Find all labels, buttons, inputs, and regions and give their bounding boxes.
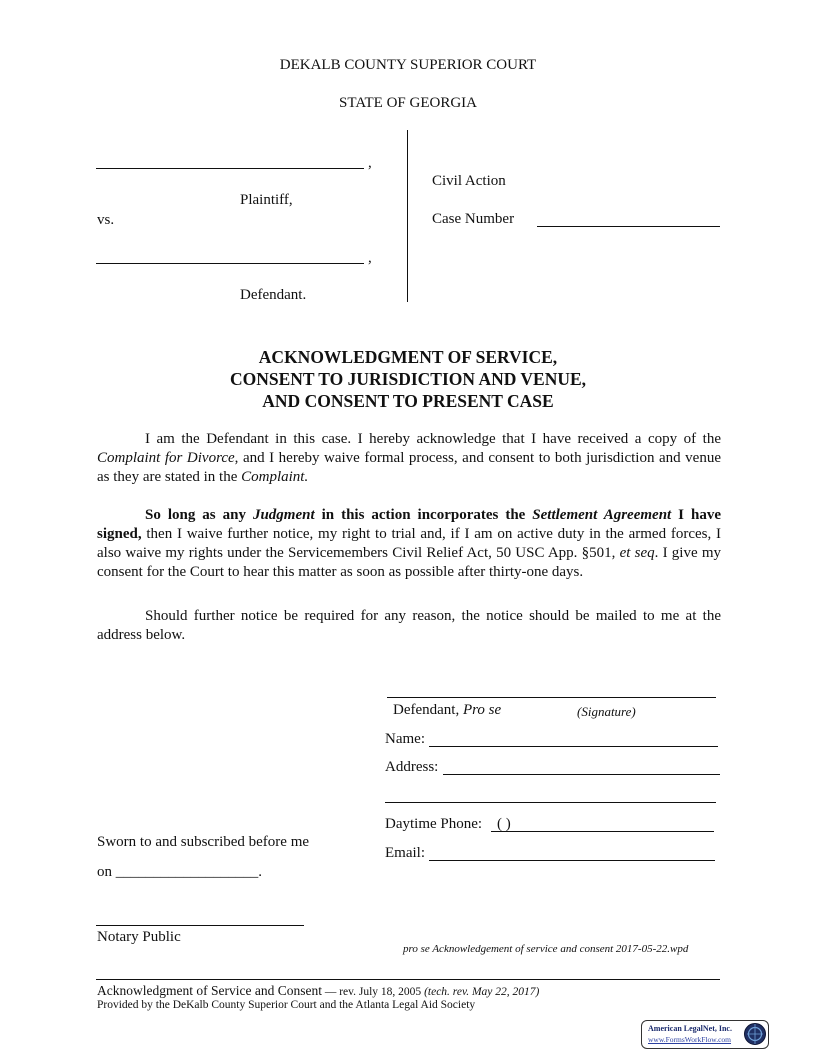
defendant-signature-label xyxy=(393,702,501,719)
paragraph-notice xyxy=(97,607,721,645)
footer-tech-rev: (tech. rev. May 22, 2017) xyxy=(424,986,540,998)
plaintiff-comma: , xyxy=(368,155,372,171)
title-line-1: ACKNOWLEDGMENT OF SERVICE, xyxy=(258,347,558,367)
footer-doc-line xyxy=(97,983,539,999)
paragraph-waiver xyxy=(97,506,721,582)
p2-judgment: Judgment xyxy=(252,507,315,523)
pro-se-label: Pro se xyxy=(462,702,502,718)
state-name: STATE OF GEORGIA xyxy=(339,95,477,111)
email-label: Email: xyxy=(385,845,425,861)
notary-signature-line[interactable] xyxy=(96,925,304,926)
civil-action-label: Civil Action xyxy=(432,173,506,189)
p1-text-a: I am the Defendant in this case. I hereby acknowledge that I have received a copy of the xyxy=(145,431,721,447)
defendant-label: Defendant. xyxy=(240,287,307,303)
name-label: Name: xyxy=(385,731,425,747)
footer-doc-title: Acknowledgment of Service and Consent xyxy=(97,983,322,998)
footer-rule xyxy=(96,979,720,980)
case-number-label: Case Number xyxy=(432,211,515,227)
phone-label: Daytime Phone: xyxy=(385,816,483,832)
on-date-line xyxy=(97,864,262,881)
p2-settlement-agreement: Settlement Agreement xyxy=(532,507,672,523)
logo-url[interactable]: www.FormsWorkFlow.com xyxy=(648,1035,732,1044)
email-field-line[interactable] xyxy=(429,860,715,861)
globe-icon xyxy=(743,1022,767,1046)
footer-provided-by: Provided by the DeKalb County Superior Court and the Atlanta Legal Aid Society xyxy=(97,999,476,1011)
p2-et-seq: et seq xyxy=(619,545,655,561)
logo-name: American LegalNet, Inc. xyxy=(648,1024,732,1033)
on-label: on xyxy=(97,864,112,880)
plaintiff-name-line[interactable] xyxy=(96,168,364,169)
caption-divider xyxy=(407,130,408,302)
p1-complaint-for-divorce: Complaint for Divorce xyxy=(97,450,235,466)
file-name: pro se Acknowledgement of service and consent 2017-05-22.wpd xyxy=(403,943,689,955)
court-name: DEKALB COUNTY SUPERIOR COURT xyxy=(279,57,537,73)
vs-label: vs. xyxy=(97,212,115,228)
name-field-line[interactable] xyxy=(429,746,718,747)
on-date-blank: ___________________. xyxy=(115,864,262,880)
address-field-line-2[interactable] xyxy=(385,802,716,803)
defendant-label-text: Defendant, xyxy=(393,702,463,718)
sworn-statement: Sworn to and subscribed before me xyxy=(97,834,310,850)
p1-text-c: , and I hereby waive formal process, and consent to both jurisdiction and venue as they are stated in the xyxy=(97,450,721,485)
paragraph-acknowledgment xyxy=(97,430,721,487)
plaintiff-label: Plaintiff, xyxy=(240,192,293,208)
p2-text-a: So long as any xyxy=(145,507,253,523)
title-line-2: CONSENT TO JURISDICTION AND VENUE, xyxy=(229,369,587,389)
p2-text-h: . I give my consent for the Court to hear this matter as soon as possible after thirty-one days. xyxy=(97,545,721,580)
phone-area-code: ( ) xyxy=(497,816,511,832)
title-line-3: AND CONSENT TO PRESENT CASE xyxy=(262,391,554,411)
notary-public-label: Notary Public xyxy=(97,929,181,945)
american-legalnet-logo[interactable] xyxy=(641,1020,769,1049)
p2-text-e: I have signed, xyxy=(97,507,721,542)
phone-field-line[interactable] xyxy=(491,831,714,832)
p3-text: Should further notice be required for any reason, the notice should be mailed to me at the address below. xyxy=(97,608,721,643)
address-label: Address: xyxy=(385,759,439,775)
defendant-comma: , xyxy=(368,250,372,266)
footer-rev: — rev. July 18, 2005 xyxy=(321,986,425,998)
address-field-line[interactable] xyxy=(443,774,720,775)
signature-line[interactable] xyxy=(387,697,716,698)
p2-text-f: then I waive further notice, my right to trial and, if I am on active duty in the armed forces, I also waive my rights under the Servicemembers Civil Relief Act, 50 USC App. §501, xyxy=(97,526,721,561)
case-number-line[interactable] xyxy=(537,226,720,227)
p1-complaint: Complaint. xyxy=(241,469,309,485)
p2-text-c: in this action incorporates the xyxy=(314,507,533,523)
defendant-name-line[interactable] xyxy=(96,263,364,264)
signature-hint: (Signature) xyxy=(577,704,636,719)
